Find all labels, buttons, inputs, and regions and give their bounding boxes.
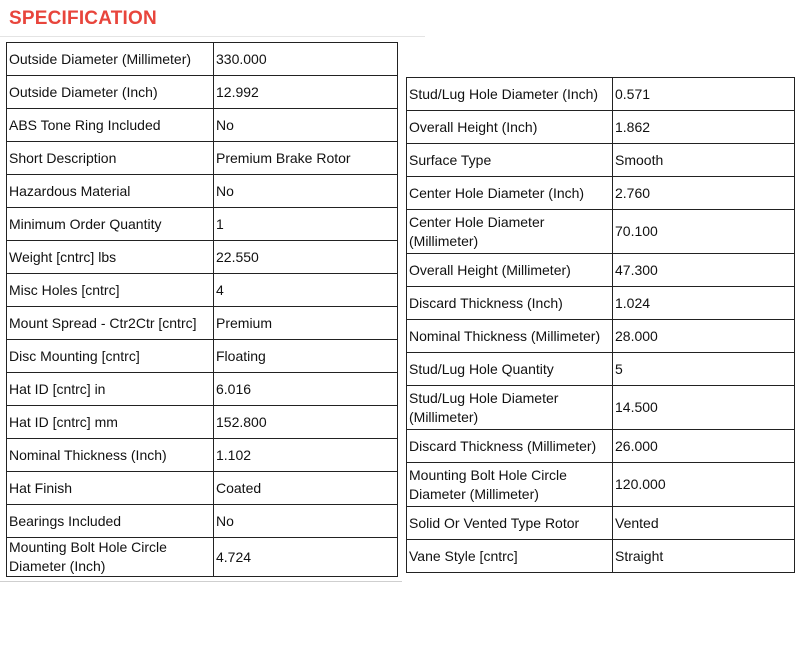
table-row [7,373,398,406]
spec-value: 2.760 [613,177,795,210]
spec-label: Stud/Lug Hole Quantity [407,353,613,386]
spec-label: Short Description [7,142,214,175]
table-row [7,175,398,208]
spec-value: 4.724 [214,538,398,577]
spec-label: Hat Finish [7,472,214,505]
table-row [7,208,398,241]
spec-label: Bearings Included [7,505,214,538]
spec-label: Discard Thickness (Millimeter) [407,430,613,463]
spec-value: 1.102 [214,439,398,472]
spec-label: Weight [cntrc] lbs [7,241,214,274]
table-row [407,540,795,573]
spec-value: 5 [613,353,795,386]
table-row [407,111,795,144]
spec-value: 120.000 [613,463,795,507]
table-row [7,241,398,274]
spec-value: 26.000 [613,430,795,463]
spec-label: Discard Thickness (Inch) [407,287,613,320]
spec-table-right [406,77,795,573]
table-row [407,507,795,540]
table-row [407,177,795,210]
title-divider [0,36,425,37]
spec-value: 330.000 [214,43,398,76]
spec-value: 4 [214,274,398,307]
spec-label: Misc Holes [cntrc] [7,274,214,307]
table-row [7,406,398,439]
spec-label: Mount Spread - Ctr2Ctr [cntrc] [7,307,214,340]
table-row [407,430,795,463]
table-row [7,307,398,340]
spec-label: Center Hole Diameter (Inch) [407,177,613,210]
table-row [407,287,795,320]
spec-value: 22.550 [214,241,398,274]
spec-label: Mounting Bolt Hole Circle Diameter (Millimeter) [407,463,613,507]
table-row [7,274,398,307]
spec-label: Stud/Lug Hole Diameter (Millimeter) [407,386,613,430]
spec-value: Premium Brake Rotor [214,142,398,175]
table-row [407,386,795,430]
spec-label: Outside Diameter (Inch) [7,76,214,109]
spec-label: Surface Type [407,144,613,177]
spec-table-left [6,42,398,577]
spec-label: Vane Style [cntrc] [407,540,613,573]
spec-value: Straight [613,540,795,573]
spec-label: Hat ID [cntrc] in [7,373,214,406]
spec-value: Vented [613,507,795,540]
spec-label: Hat ID [cntrc] mm [7,406,214,439]
table-row [407,254,795,287]
table-row [7,109,398,142]
spec-value: 28.000 [613,320,795,353]
spec-label: Hazardous Material [7,175,214,208]
spec-value: Smooth [613,144,795,177]
spec-label: Outside Diameter (Millimeter) [7,43,214,76]
table-row [407,210,795,254]
spec-value: Floating [214,340,398,373]
spec-value: No [214,505,398,538]
table-row [407,144,795,177]
spec-label: Nominal Thickness (Inch) [7,439,214,472]
table-row [7,43,398,76]
bottom-divider [0,581,402,582]
spec-value: 1.024 [613,287,795,320]
table-row [407,463,795,507]
table-row [7,472,398,505]
table-row [407,353,795,386]
spec-value: 6.016 [214,373,398,406]
spec-label: Overall Height (Inch) [407,111,613,144]
spec-value: 12.992 [214,76,398,109]
spec-label: Overall Height (Millimeter) [407,254,613,287]
spec-label: ABS Tone Ring Included [7,109,214,142]
spec-value: No [214,175,398,208]
spec-value: 47.300 [613,254,795,287]
table-row [7,340,398,373]
spec-value: 152.800 [214,406,398,439]
spec-label: Nominal Thickness (Millimeter) [407,320,613,353]
spec-label: Center Hole Diameter (Millimeter) [407,210,613,254]
spec-value: 70.100 [613,210,795,254]
table-row [7,538,398,577]
spec-value: 1 [214,208,398,241]
table-row [407,78,795,111]
spec-value: 14.500 [613,386,795,430]
page-title: SPECIFICATION [9,8,157,29]
table-row [7,142,398,175]
spec-label: Stud/Lug Hole Diameter (Inch) [407,78,613,111]
spec-value: Coated [214,472,398,505]
table-row [7,76,398,109]
table-row [7,505,398,538]
spec-label: Disc Mounting [cntrc] [7,340,214,373]
spec-value: 1.862 [613,111,795,144]
spec-label: Minimum Order Quantity [7,208,214,241]
spec-value: No [214,109,398,142]
spec-value: 0.571 [613,78,795,111]
spec-label: Mounting Bolt Hole Circle Diameter (Inch) [7,538,214,577]
spec-value: Premium [214,307,398,340]
table-row [7,439,398,472]
table-row [407,320,795,353]
spec-label: Solid Or Vented Type Rotor [407,507,613,540]
